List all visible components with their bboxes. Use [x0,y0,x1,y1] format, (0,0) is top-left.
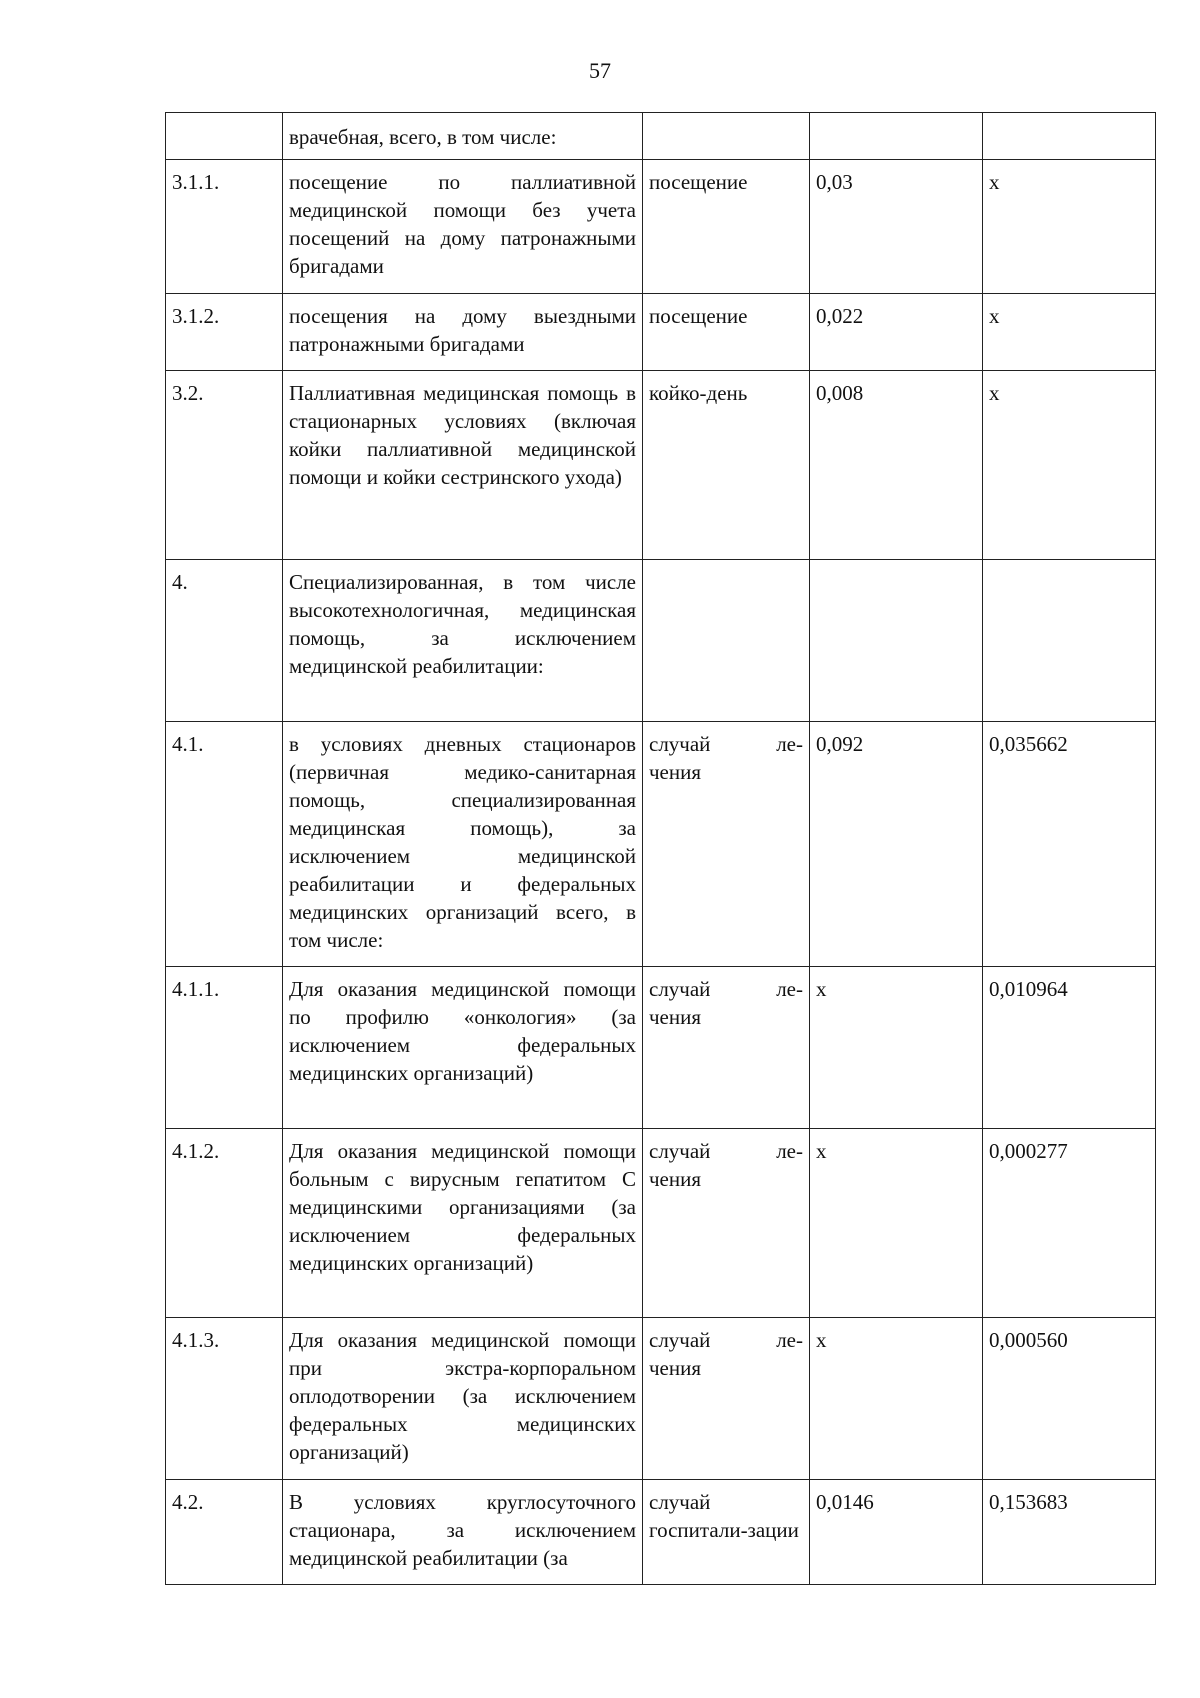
table-row [166,160,1156,294]
page-number: 57 [589,58,611,83]
unit-word: случай [649,732,711,756]
row-description-cell: посещение по паллиативной медицинской помощи без учета посещений на дому патронажными бригадами [283,160,643,294]
row-value2-cell: 0,010964 [983,967,1156,1129]
indicator-table [165,112,1156,1585]
row-value2-cell: 0,035662 [983,722,1156,967]
row-unit-cell [643,113,810,160]
row-value1-cell: х [810,967,983,1129]
unit-continuation: чения [649,760,702,784]
table-row [166,1318,1156,1480]
row-unit-cell [643,560,810,722]
unit-hyphen-part: ле- [776,1139,803,1163]
unit-word: случай [649,1328,711,1352]
row-unit-cell: койко-день [643,371,810,560]
row-unit-cell: посещение [643,294,810,371]
row-value2-cell: х [983,371,1156,560]
row-description-cell: Для оказания медицинской помощи при экстра-корпоральном оплодотворении (за исключением федеральных медицинских организаций) [283,1318,643,1480]
unit-continuation: чения [649,1005,702,1029]
table-row [166,1129,1156,1318]
row-description-cell: В условиях круглосуточного стационара, за исключением медицинской реабилитации (за [283,1480,643,1585]
row-description-cell: Паллиативная медицинская помощь в стационарных условиях (включая койки паллиативной медицинской помощи и койки сестринского ухода) [283,371,643,560]
row-value1-cell: 0,022 [810,294,983,371]
row-value2-cell [983,560,1156,722]
row-value2-cell: 0,000277 [983,1129,1156,1318]
row-value1-cell: х [810,1318,983,1480]
row-description-cell: врачебная, всего, в том числе: [283,113,643,160]
row-value1-cell [810,113,983,160]
table-row [166,722,1156,967]
unit-word: случай [649,1139,711,1163]
row-value1-cell: 0,03 [810,160,983,294]
row-number-cell: 4.1.1. [166,967,283,1129]
table-row [166,371,1156,560]
row-unit-cell [643,1318,810,1480]
table-row [166,967,1156,1129]
unit-continuation: чения [649,1356,702,1380]
unit-continuation: чения [649,1167,702,1191]
row-value2-cell: 0,153683 [983,1480,1156,1585]
row-number-cell: 4.1.2. [166,1129,283,1318]
row-value1-cell: 0,0146 [810,1480,983,1585]
row-description-cell: Для оказания медицинской помощи по профилю «онкология» (за исключением федеральных медицинских организаций) [283,967,643,1129]
unit-word: случай [649,977,711,1001]
row-number-cell: 4.1. [166,722,283,967]
row-number-cell: 4.2. [166,1480,283,1585]
row-description-cell: посещения на дому выездными патронажными бригадами [283,294,643,371]
row-number-cell [166,113,283,160]
row-value1-cell: х [810,1129,983,1318]
unit-hyphen-part: ле- [776,977,803,1001]
table-row [166,294,1156,371]
row-value2-cell: х [983,294,1156,371]
row-value1-cell: 0,092 [810,722,983,967]
table-row [166,113,1156,160]
unit-hyphen-part: ле- [776,732,803,756]
row-value1-cell [810,560,983,722]
row-unit-cell [643,722,810,967]
row-number-cell: 4.1.3. [166,1318,283,1480]
row-value2-cell [983,113,1156,160]
unit-hyphen-part: ле- [776,1328,803,1352]
row-number-cell: 3.1.2. [166,294,283,371]
row-value1-cell: 0,008 [810,371,983,560]
row-value2-cell: 0,000560 [983,1318,1156,1480]
row-value2-cell: х [983,160,1156,294]
table-row [166,560,1156,722]
row-unit-cell [643,967,810,1129]
row-unit-cell: посещение [643,160,810,294]
row-unit-cell [643,1129,810,1318]
row-number-cell: 3.1.1. [166,160,283,294]
row-description-cell: Для оказания медицинской помощи больным с вирусным гепатитом С медицинскими организациями (за исключением федеральных медицинских организаций) [283,1129,643,1318]
row-unit-cell: случай госпитали-зации [643,1480,810,1585]
row-description-cell: Специализированная, в том числе высокотехнологичная, медицинская помощь, за исключением медицинской реабилитации: [283,560,643,722]
row-number-cell: 4. [166,560,283,722]
row-description-cell: в условиях дневных стационаров (первичная медико-санитарная помощь, специализированная медицинская помощь), за исключением медицинской реабилитации и федеральных медицинских организаций всего, в том числе: [283,722,643,967]
table-row [166,1480,1156,1585]
row-number-cell: 3.2. [166,371,283,560]
